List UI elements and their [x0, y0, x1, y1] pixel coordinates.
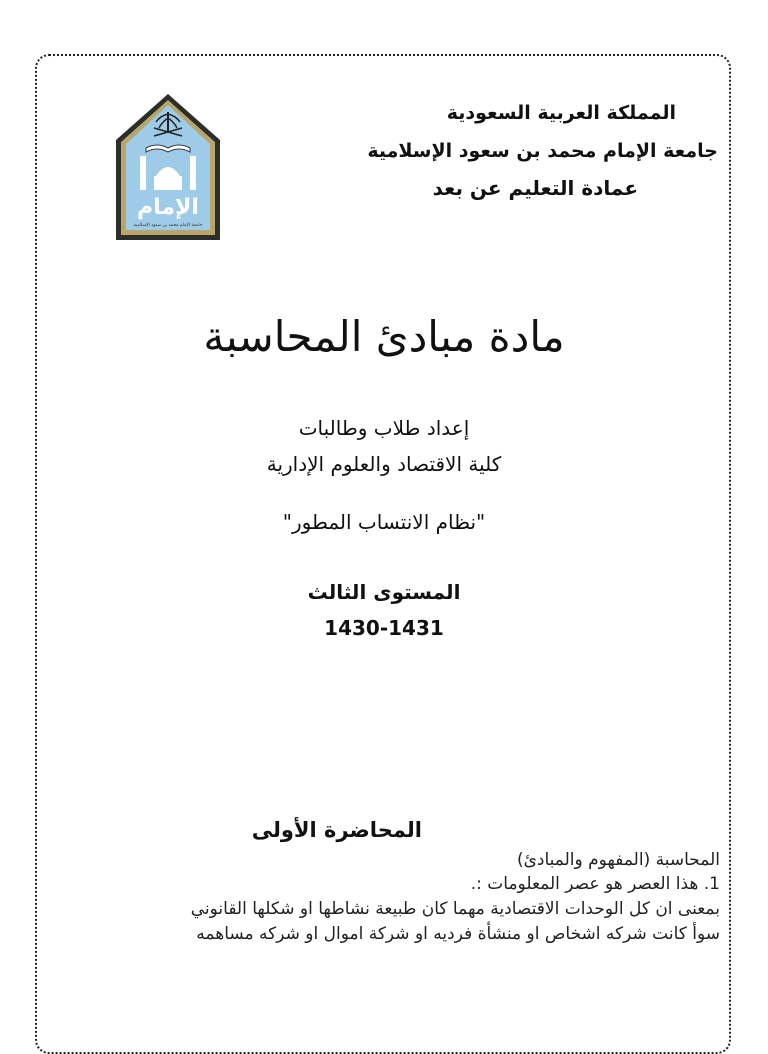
university-name: جامعة الإمام محمد بن سعود الإسلامية — [367, 140, 718, 162]
lecture-title: المحاضرة الأولى — [251, 818, 422, 842]
kingdom-name: المملكة العربية السعودية — [446, 102, 676, 124]
lecture-line: سوأ كانت شركه اشخاص او منشأة فرديه او شركة اموال او شركه مساهمه — [196, 924, 720, 944]
logo-brand-text: الإمام — [137, 195, 199, 220]
lecture-line: بمعنى ان كل الوحدات الاقتصادية مهما كان طبيعة نشاطها او شكلها القانوني — [190, 899, 720, 919]
level: المستوى الثالث — [307, 580, 461, 604]
university-logo — [112, 92, 224, 244]
logo-brand-subtext: جامعة الإمام محمد بن سعود الإسلامية — [133, 223, 203, 228]
deanship-name: عمادة التعليم عن بعد — [432, 176, 638, 200]
academic-years: 1430-1431 — [324, 616, 444, 640]
lecture-line: 1. هذا العصر هو عصر المعلومات :. — [470, 874, 720, 894]
course-title: مادة مبادئ المحاسبة — [203, 312, 565, 361]
study-system: "نظام الانتساب المطور" — [282, 510, 486, 534]
lecture-line: المحاسبة (المفهوم والمبادئ) — [516, 850, 720, 870]
prepared-by: إعداد طلاب وطالبات — [298, 416, 470, 440]
college-name: كلية الاقتصاد والعلوم الإدارية — [266, 452, 502, 476]
